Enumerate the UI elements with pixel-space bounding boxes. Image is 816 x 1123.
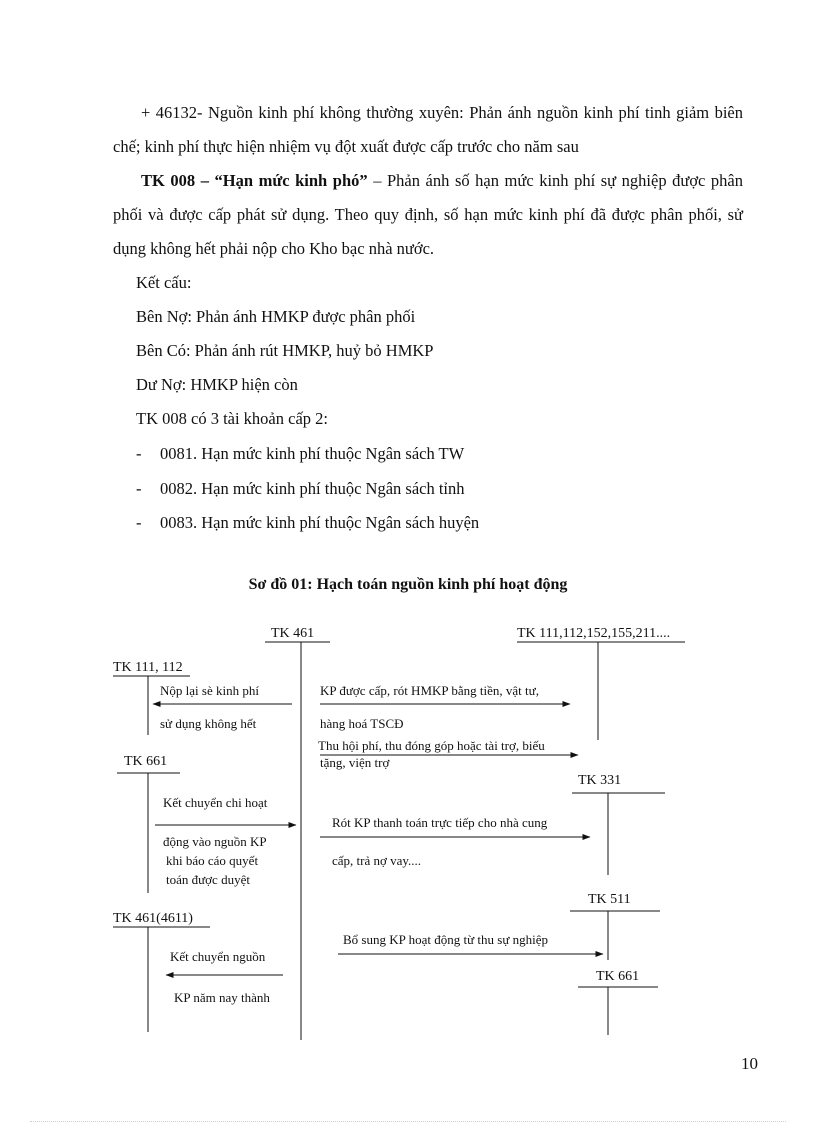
label-ket-chuyen-chi-4: toán được duyệt [166, 872, 250, 887]
diagram-title: Sơ đồ 01: Hạch toán nguồn kinh phí hoạt động [248, 576, 568, 593]
footer-divider [30, 1121, 786, 1122]
label-ket-chuyen-chi-2: động vào nguồn KP [163, 834, 267, 849]
bullet-dash: - [136, 444, 142, 463]
bullet-dash: - [136, 479, 142, 498]
label-rot-kp-2: cấp, trả nợ vay.... [332, 853, 422, 868]
tk511-label: TK 511 [588, 892, 631, 907]
page-number: 10 [741, 1054, 758, 1073]
label-ket-chuyen-chi-3: khi báo cáo quyết [166, 853, 259, 868]
label-kp-duoc-cap-1: KP được cấp, rót HMKP bằng tiền, vật tư, [320, 683, 539, 698]
bullet-0083: 0083. Hạn mức kinh phí thuộc Ngân sách huyện [160, 513, 480, 532]
tk008-description: – Phản ánh số hạn mức kinh phí sự nghiệp được phân phối và được cấp phát sử dụng. Theo quy định, số hạn mức kinh phí đã được phân phối, sử dụng không hết phải nộp cho Kho bạc nhà nước. [113, 171, 743, 258]
ben-no-line: Bên Nợ: Phản ánh HMKP được phân phối [136, 307, 416, 326]
paragraph-46132: + 46132- Nguồn kinh phí không thường xuyên: Phản ánh nguồn kinh phí tinh giảm biên chế; kinh phí thực hiện nhiệm vụ đột xuất được cấp trước cho năm sau [113, 103, 743, 156]
tk111-112-label: TK 111, 112 [113, 660, 183, 675]
du-no-line: Dư Nợ: HMKP hiện còn [136, 375, 298, 394]
label-ket-chuyen-chi-1: Kết chuyển chi hoạt [163, 795, 268, 810]
label-nop-lai-1: Nộp lại sè kinh phí [160, 683, 259, 698]
tk008-sub-accounts: TK 008 có 3 tài khoản cấp 2: [136, 409, 328, 428]
tk331-label: TK 331 [578, 773, 622, 788]
tk461-label: TK 461 [271, 626, 315, 641]
label-thu-hoi-phi-1: Thu hội phí, thu đóng góp hoặc tài trợ, biếu [318, 738, 545, 753]
label-bo-sung: Bổ sung KP hoạt động từ thu sự nghiệp [343, 932, 549, 947]
ket-cau-label: Kết cấu: [136, 273, 192, 292]
tk661-right-label: TK 661 [596, 969, 640, 984]
bullet-0082: 0082. Hạn mức kinh phí thuộc Ngân sách tỉnh [160, 479, 465, 498]
label-rot-kp-1: Rót KP thanh toán trực tiếp cho nhà cung [332, 815, 548, 830]
ben-co-line: Bên Có: Phản ánh rút HMKP, huỷ bỏ HMKP [136, 341, 434, 360]
tk008-heading: TK 008 – “Hạn mức kinh phó” [141, 171, 368, 190]
bullet-dash: - [136, 513, 142, 532]
tk661-left-label: TK 661 [124, 754, 168, 769]
bullet-0081: 0081. Hạn mức kinh phí thuộc Ngân sách TW [160, 444, 465, 463]
tk4611-label: TK 461(4611) [113, 911, 193, 926]
label-ket-chuyen-nguon-1: Kết chuyển nguồn [170, 949, 266, 964]
label-kp-duoc-cap-2: hàng hoá TSCĐ [320, 716, 404, 731]
label-nop-lai-2: sử dụng không hết [160, 716, 257, 731]
tk111-long-label: TK 111,112,152,155,211.... [517, 626, 671, 641]
label-ket-chuyen-nguon-2: KP năm nay thành [174, 990, 270, 1005]
label-thu-hoi-phi-2: tặng, viện trợ [320, 755, 390, 770]
